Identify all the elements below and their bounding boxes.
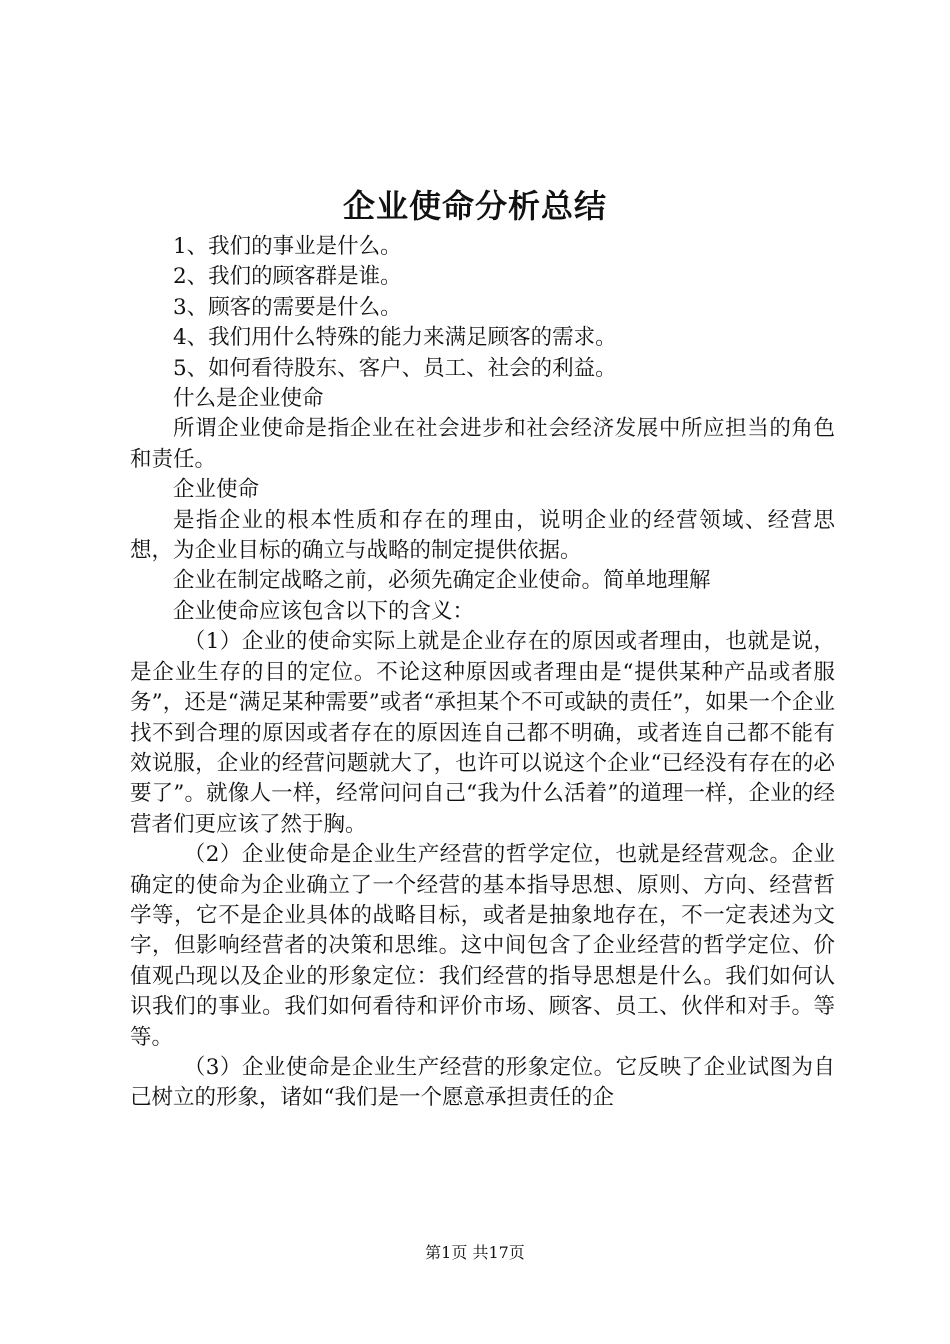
paragraph-strategy: 企业在制定战略之前，必须先确定企业使命。简单地理解 <box>173 568 711 594</box>
list-item-1: 1、我们的事业是什么。 <box>173 234 402 259</box>
page-footer: 第1页 共17页 <box>425 1243 525 1262</box>
list-item-2: 2、我们的顾客群是谁。 <box>173 264 402 290</box>
paragraph-mission-explanation: 是指企业的根本性质和存在的理由，说明企业的经营领域、经营思想，为企业目标的确立与战略的制定提供依据。 <box>130 507 835 564</box>
list-item-4: 4、我们用什么特殊的能力来满足顾客的需求。 <box>173 325 617 351</box>
paragraph-definition: 所谓企业使命是指企业在社会进步和社会经济发展中所应担当的角色和责任。 <box>130 416 835 472</box>
paragraph-meaning-intro: 企业使命应该包含以下的含义： <box>173 598 475 624</box>
paragraph-point-2: （2）企业使命是企业生产经营的哲学定位，也就是经营观念。企业确定的使命为企业确立了一个经营的基本指导思想、原则、方向、经营哲学等，它不是企业具体的战略目标，或者是抽象地存在，不一定表述为文字，但影响经营者的决策和思维。这中间包含了企业经营的哲学定位、价值观凸现以及企业的形象定位：我们经营的指导思想是什么。我们如何认识我们的事业。我们如何看待和评价市场、顾客、员工、伙伴和对手。等等。 <box>130 842 835 1050</box>
paragraph-point-3: （3）企业使命是企业生产经营的形象定位。它反映了企业试图为自己树立的形象，诸如“我们是一个愿意承担责任的企 <box>130 1054 835 1111</box>
list-item-3: 3、顾客的需要是什么。 <box>173 294 402 320</box>
list-item-5: 5、如何看待股东、客户、员工、社会的利益。 <box>173 355 617 381</box>
document-body <box>130 232 835 1114</box>
section-heading-what-is-mission: 什么是企业使命 <box>173 386 324 412</box>
section-heading-mission: 企业使命 <box>173 477 260 503</box>
paragraph-point-1: （1）企业的使命实际上就是企业存在的原因或者理由，也就是说，是企业生存的目的定位。不论这种原因或者理由是“提供某种产品或者服务”，还是“满足某种需要”或者“承担某个不可或缺的责任”，如果一个企业找不到合理的原因或者存在的原因连自己都不明确，或者连自己都不能有效说服，企业的经营问题就大了，也许可以说这个企业“已经没有存在的必要了”。就像人一样，经常问问自己“我为什么活着”的道理一样，企业的经营者们更应该了然于胸。 <box>130 629 835 837</box>
document-title: 企业使命分析总结 <box>342 187 607 225</box>
